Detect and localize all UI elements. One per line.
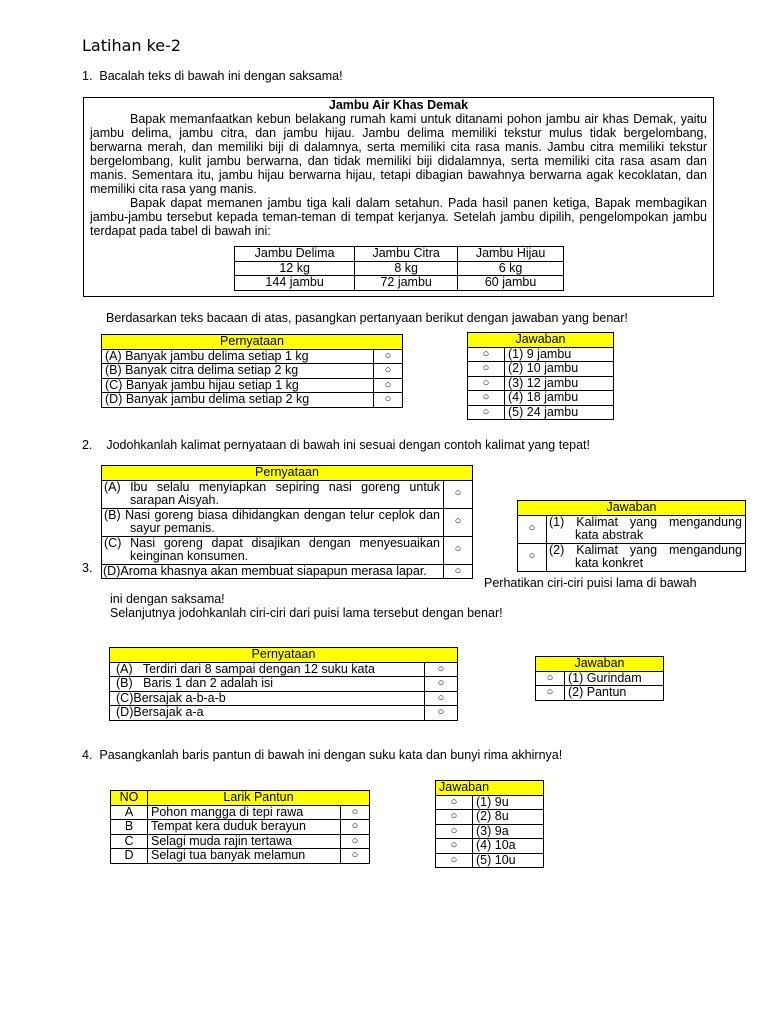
match-dot[interactable]: ○ <box>436 839 473 854</box>
match-dot[interactable]: ○ <box>536 671 565 686</box>
answer-item <box>547 515 746 543</box>
match-dot[interactable]: ○ <box>425 691 458 706</box>
jambu-cell: 8 kg <box>355 261 458 276</box>
answer-header: Jawaban <box>518 501 746 516</box>
answer-item: (5) 10u <box>473 853 544 868</box>
q1-answer-table <box>467 332 614 420</box>
jambu-header: Jambu Delima <box>235 247 355 262</box>
q2-statement-table <box>101 465 473 579</box>
larik-header: Larik Pantun <box>148 791 370 806</box>
match-dot[interactable]: ○ <box>468 347 505 362</box>
q3-instruction-part3: Selanjutnya jodohkanlah ciri-ciri dari puisi lama tersebut dengan benar! <box>110 606 503 620</box>
answer-item: (2) 8u <box>473 810 544 825</box>
row-no: A <box>111 805 148 820</box>
q4-instruction <box>82 748 562 762</box>
jambu-table <box>234 246 564 291</box>
match-dot[interactable]: ○ <box>444 508 473 536</box>
passage-paragraph-2: Bapak dapat memanen jambu tiga kali dalam setahun. Pada hasil panen ketiga, Bapak membagikan jambu-jambu tersebut kepada teman-teman di tempat kerjanya. Setelah jambu dipilih, pengelompokan jambu terdapat pada tabel di bawah ini: <box>90 196 707 238</box>
answer-label: (1) <box>549 514 565 529</box>
match-dot[interactable]: ○ <box>468 405 505 420</box>
answer-item: (4) 18 jambu <box>505 391 614 406</box>
answer-header: Jawaban <box>436 781 544 796</box>
larik-text: Selagi tua banyak melamun <box>148 849 341 864</box>
match-dot[interactable]: ○ <box>436 853 473 868</box>
statement-item <box>102 564 444 579</box>
statement-text: Aroma khasnya akan membuat siapapun merasa lapar. <box>120 563 427 578</box>
statement-header: Pernyataan <box>102 335 403 350</box>
match-dot[interactable]: ○ <box>518 543 547 571</box>
match-dot[interactable]: ○ <box>444 480 473 508</box>
q4-answer-table <box>435 780 544 868</box>
jambu-cell: 144 jambu <box>235 276 355 291</box>
statement-item <box>102 508 444 536</box>
match-dot[interactable]: ○ <box>436 810 473 825</box>
match-dot[interactable]: ○ <box>341 834 370 849</box>
answer-item: (5) 24 jambu <box>505 405 614 420</box>
statement-item <box>102 480 444 508</box>
match-dot[interactable]: ○ <box>374 364 403 379</box>
statement-item: (A) Banyak jambu delima setiap 1 kg <box>102 349 374 364</box>
statement-text: Ibu selalu menyiapkan sepiring nasi goreng untuk sarapan Aisyah. <box>130 479 440 507</box>
q1-number: 1. <box>82 69 93 83</box>
statement-header: Pernyataan <box>102 466 473 481</box>
match-dot[interactable]: ○ <box>374 393 403 408</box>
match-dot[interactable]: ○ <box>341 849 370 864</box>
q1-match-instruction: Berdasarkan teks bacaan di atas, pasangkan pertanyaan berikut dengan jawaban yang benar! <box>106 311 628 325</box>
answer-text: Kalimat yang mengandung kata konkret <box>575 542 742 570</box>
statement-item: (B) Baris 1 dan 2 adalah isi <box>110 677 425 692</box>
statement-item <box>102 536 444 564</box>
q3-instruction-part2: ini dengan saksama! <box>110 592 225 606</box>
q2-instruction <box>82 438 590 452</box>
q4-instruction-text: Pasangkanlah baris pantun di bawah ini dengan suku kata dan bunyi rima akhirnya! <box>99 748 563 762</box>
match-dot[interactable]: ○ <box>436 824 473 839</box>
jambu-header: Jambu Hijau <box>458 247 564 262</box>
match-dot[interactable]: ○ <box>374 349 403 364</box>
larik-text: Pohon mangga di tepi rawa <box>148 805 341 820</box>
q2-answer-table <box>517 500 746 572</box>
match-dot[interactable]: ○ <box>436 795 473 810</box>
jambu-cell: 12 kg <box>235 261 355 276</box>
match-dot[interactable]: ○ <box>444 564 473 579</box>
row-no: C <box>111 834 148 849</box>
jambu-cell: 6 kg <box>458 261 564 276</box>
q3-number: 3. <box>82 561 93 575</box>
answer-item: (3) 9a <box>473 824 544 839</box>
match-dot[interactable]: ○ <box>444 536 473 564</box>
statement-header: Pernyataan <box>110 648 458 663</box>
statement-label: (D) <box>103 563 121 578</box>
q4-number: 4. <box>82 748 93 762</box>
match-dot[interactable]: ○ <box>341 820 370 835</box>
q2-instruction-text: Jodohkanlah kalimat pernyataan di bawah ini sesuai dengan contoh kalimat yang tepat! <box>106 438 590 452</box>
answer-item: (1) Gurindam <box>565 671 664 686</box>
statement-label: (C) <box>104 535 122 550</box>
answer-text: Kalimat yang mengandung kata abstrak <box>575 514 742 542</box>
answer-item: (1) 9 jambu <box>505 347 614 362</box>
q3-answer-table <box>535 656 664 701</box>
statement-text: Nasi goreng biasa dihidangkan dengan telur ceplok dan sayur pemanis. <box>125 507 440 535</box>
larik-text: Tempat kera duduk berayun <box>148 820 341 835</box>
jambu-header: Jambu Citra <box>355 247 458 262</box>
reading-passage <box>83 97 714 297</box>
match-dot[interactable]: ○ <box>518 515 547 543</box>
jambu-cell: 72 jambu <box>355 276 458 291</box>
row-no: D <box>111 849 148 864</box>
q1-statement-table <box>101 334 403 408</box>
row-no: B <box>111 820 148 835</box>
page-title: Latihan ke-2 <box>82 36 182 55</box>
q4-pantun-table <box>110 790 370 864</box>
answer-item: (3) 12 jambu <box>505 376 614 391</box>
answer-item: (1) 9u <box>473 795 544 810</box>
q3-statement-table <box>109 647 458 721</box>
match-dot[interactable]: ○ <box>374 378 403 393</box>
q1-instruction-text: Bacalah teks di bawah ini dengan saksama! <box>99 69 343 83</box>
statement-label: (B) <box>104 507 121 522</box>
statement-item: (C) Banyak jambu hijau setiap 1 kg <box>102 378 374 393</box>
q3-instruction-part1: Perhatikan ciri-ciri puisi lama di bawah <box>484 576 697 590</box>
match-dot[interactable]: ○ <box>468 391 505 406</box>
larik-text: Selagi muda rajin tertawa <box>148 834 341 849</box>
statement-item: (D)Bersajak a-a <box>110 706 425 721</box>
passage-title: Jambu Air Khas Demak <box>328 98 469 112</box>
answer-item <box>547 543 746 571</box>
match-dot[interactable]: ○ <box>468 362 505 377</box>
statement-text: Nasi goreng dapat disajikan dengan menyesuaikan keinginan konsumen. <box>130 535 440 563</box>
match-dot[interactable]: ○ <box>425 706 458 721</box>
statement-item: (A) Terdiri dari 8 sampai dengan 12 suku kata <box>110 662 425 677</box>
statement-item: (D) Banyak jambu delima setiap 2 kg <box>102 393 374 408</box>
answer-header: Jawaban <box>536 657 664 672</box>
answer-header: Jawaban <box>468 333 614 348</box>
match-dot[interactable]: ○ <box>425 662 458 677</box>
no-header: NO <box>111 791 148 806</box>
q1-instruction <box>82 69 343 83</box>
answer-item: (2) Pantun <box>565 686 664 701</box>
match-dot[interactable]: ○ <box>536 686 565 701</box>
statement-item: (B) Banyak citra delima setiap 2 kg <box>102 364 374 379</box>
answer-item: (2) 10 jambu <box>505 362 614 377</box>
answer-label: (2) <box>549 542 565 557</box>
match-dot[interactable]: ○ <box>425 677 458 692</box>
passage-paragraph-1: Bapak memanfaatkan kebun belakang rumah kami untuk ditanami pohon jambu air khas Demak, yaitu jambu delima, jambu citra, dan jambu hijau. Jambu delima memiliki tekstur mulus tidak bergelombang, berwarna merah, dan memiliki biji di dalamnya, serta memiliki cita rasa manis. Jambu citra memiliki tekstur bergelombang, kulit jambu berwarna, dan tidak memiliki biji didalamnya, serta memiliki cita rasa asam dan manis. Sementara itu, jambu hijau berwarna hijau, tetapi dibagian bawahnya berwarna agak kecoklatan, dan memiliki cita rasa yang manis. <box>90 112 707 196</box>
answer-item: (4) 10a <box>473 839 544 854</box>
q2-number: 2. <box>82 438 93 452</box>
match-dot[interactable]: ○ <box>468 376 505 391</box>
jambu-cell: 60 jambu <box>458 276 564 291</box>
statement-item: (C)Bersajak a-b-a-b <box>110 691 425 706</box>
match-dot[interactable]: ○ <box>341 805 370 820</box>
statement-label: (A) <box>104 479 121 494</box>
